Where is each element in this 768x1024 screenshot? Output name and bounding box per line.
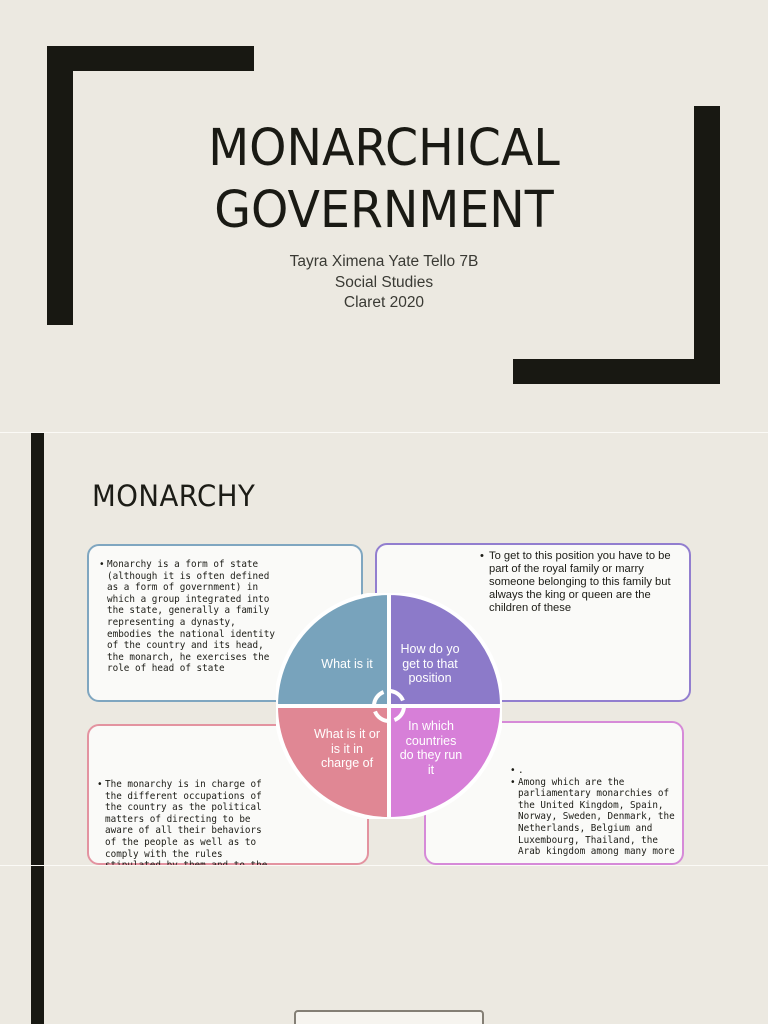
slide-heading: MONARCHY — [92, 479, 256, 513]
quadrant-charge-label: What is it or is it in charge of — [314, 727, 380, 771]
left-accent-bar-next — [31, 866, 44, 1024]
quadrant-where-label: In which countries do they run it — [399, 719, 463, 777]
slide-subtitle — [0, 252, 768, 314]
next-slide-partial — [0, 866, 768, 1024]
slide-title — [27, 118, 741, 242]
in-charge-of-text: • The monarchy is in charge of the different occupations of the country as the political matters of directing to be aware of all their behaviors of the people as well as to comply with the rules — [97, 779, 277, 883]
what-is-it-text: • Monarchy is a form of state (although it is often defined as a form of government) in which a group integrated into the state, generally a family representing a dynasty, embodies the national identity of the country and its head, the monarch, he exercises the role of head of state — [99, 559, 281, 675]
monarchy-slide — [0, 433, 768, 865]
which-countries-text: • Among which are the parliamentary monarchies of the United Kingdom, Spain, Norway, Sweden, Denmark, the Netherlands, Belgium and Luxembourg, Thailand, the Arab kingdom among many more — [510, 777, 676, 858]
author-name: Tayra Ximena Yate Tello 7B — [289, 253, 479, 270]
how-position-text: • To get to this position you have to be part of the royal family or marry someone belonging to this family but always the king or queen are the children of these — [480, 550, 683, 615]
title-line-1: MONARCHICAL — [208, 119, 560, 178]
quadrant-how-label: How do yo get to that position — [400, 642, 460, 686]
quadrant-what — [276, 593, 389, 706]
school-year: Claret 2020 — [343, 294, 425, 311]
title-slide — [0, 0, 768, 432]
quadrant-circle — [276, 593, 502, 819]
left-accent-bar — [31, 433, 44, 865]
which-countries-dot: • . — [510, 765, 676, 777]
bracket-bottom-right-horizontal — [513, 359, 720, 384]
title-line-2: GOVERNMENT — [214, 181, 554, 240]
bracket-top-left-horizontal — [47, 46, 254, 71]
next-slide-title-box — [294, 1010, 484, 1024]
subject-name: Social Studies — [334, 273, 434, 291]
quadrant-what-label: What is it — [321, 657, 373, 671]
